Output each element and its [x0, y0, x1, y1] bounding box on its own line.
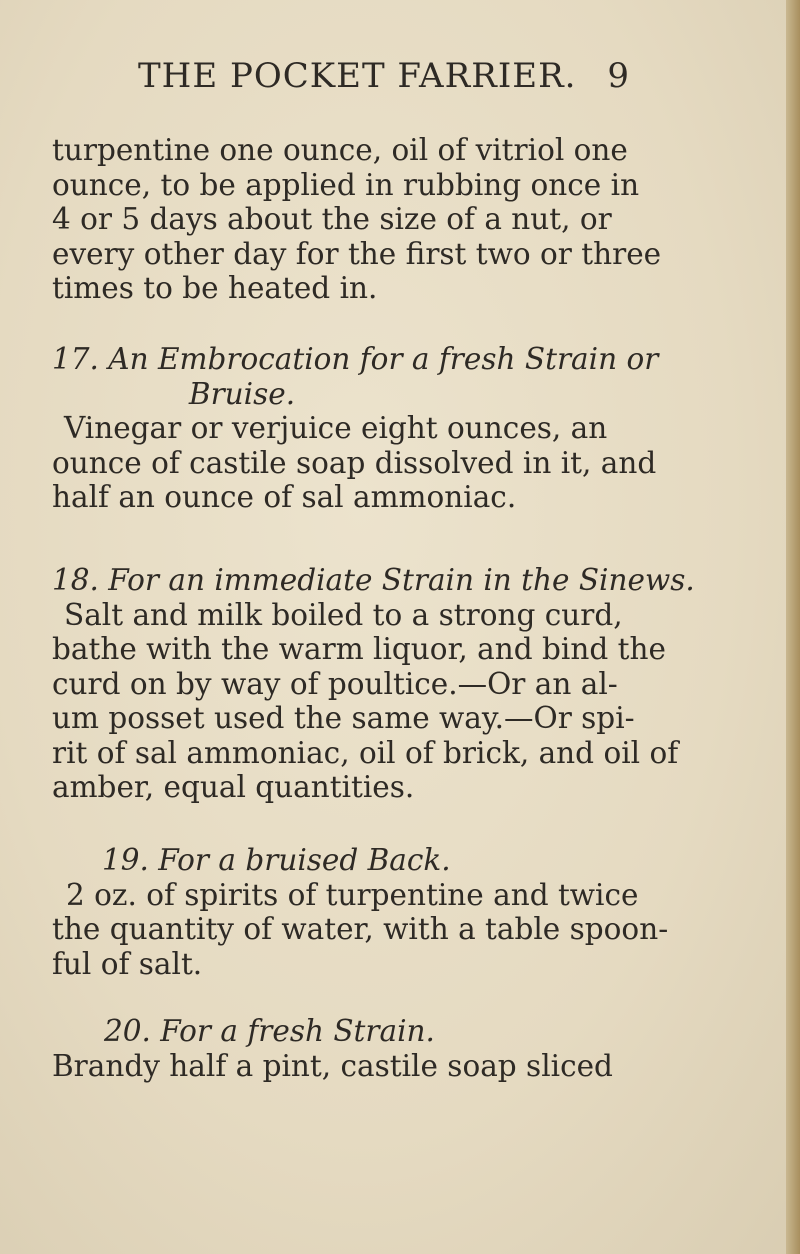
text-line: Brandy half a pint, castile soap sliced: [52, 1048, 613, 1083]
recipe-20: [52, 1014, 752, 1083]
text-line: Salt and milk boiled to a strong curd,: [64, 597, 623, 632]
text-line: ful of salt.: [52, 946, 203, 981]
text-line: ounce, to be applied in rubbing once in: [52, 167, 640, 202]
intro-paragraph: [52, 133, 752, 306]
recipe-18: [52, 563, 752, 805]
page-edge: [786, 0, 800, 1254]
recipe-17: [52, 342, 752, 515]
text-line: 4 or 5 days about the size of a nut, or: [52, 202, 612, 236]
text-line: half an ounce of sal ammoniac.: [52, 480, 517, 514]
text-line: um posset used the same way.—Or spi-: [52, 701, 635, 735]
text-line: curd on by way of poultice.—Or an al-: [52, 666, 618, 701]
header-title: THE POCKET FARRIER.: [138, 56, 577, 96]
recipe-19: [52, 843, 752, 981]
recipe-heading-continued: Bruise.: [188, 376, 296, 411]
text-line: turpentine one ounce, oil of vitriol one: [52, 133, 628, 167]
text-line: Vinegar or verjuice eight ounces, an: [64, 411, 608, 445]
recipe-heading: 17. An Embrocation for a fresh Strain or: [52, 342, 659, 376]
recipe-heading: 19. For a bruised Back.: [102, 843, 451, 877]
text-line: ounce of castile soap dissolved in it, and: [52, 445, 657, 480]
page-number: 9: [607, 56, 630, 96]
text-line: the quantity of water, with a table spoon-: [52, 912, 669, 946]
text-line: 2 oz. of spirits of turpentine and twice: [66, 877, 639, 912]
text-line: rit of sal ammoniac, oil of brick, and oil of: [52, 735, 679, 770]
recipe-heading: 18. For an immediate Strain in the Sinews.: [52, 563, 695, 597]
text-line: every other day for the first two or three: [52, 236, 662, 271]
text-line: bathe with the warm liquor, and bind the: [52, 632, 666, 666]
running-header: [138, 56, 630, 96]
recipe-heading: 20. For a fresh Strain.: [104, 1014, 435, 1048]
text-line: amber, equal quantities.: [52, 770, 415, 804]
text-line: times to be heated in.: [52, 271, 378, 305]
